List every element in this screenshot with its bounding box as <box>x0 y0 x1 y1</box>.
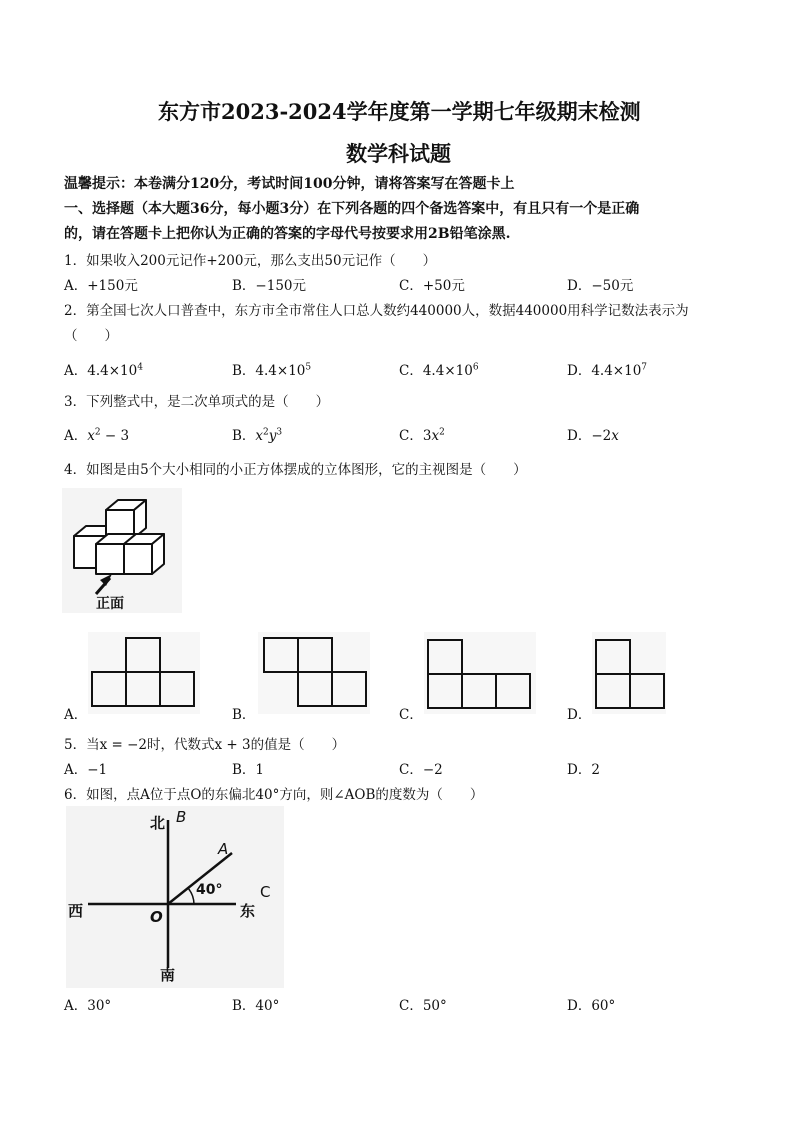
q1-option-a: A．+150元 <box>64 278 138 294</box>
south-label: 南 <box>160 966 176 984</box>
compass-figure <box>66 806 284 988</box>
page-title: 东方市2023-2024学年度第一学期七年级期末检测 <box>158 99 641 124</box>
q1-option-d: D．−50元 <box>567 278 634 294</box>
q3-option-d: D．−2x <box>567 428 619 444</box>
q6-option-a: A．30° <box>64 998 112 1014</box>
page-subtitle: 数学科试题 <box>346 141 451 166</box>
question-4-stem: 4．如图是由5个大小相同的小正方体摆成的立体图形，它的主视图是（ ） <box>64 462 527 478</box>
q3-option-c: C．$3x^2$ <box>399 427 445 444</box>
q3-option-a: A．$x^2 - 3$ <box>64 427 130 444</box>
view-option-b <box>258 632 370 714</box>
q3-option-b: B．$x^2y^3$ <box>232 427 283 444</box>
q6-option-c: C．50° <box>399 998 447 1014</box>
q4-option-b: B． <box>232 707 256 723</box>
section-instruction-line2: 的，请在答题卡上把你认为正确的答案的字母代号按要求用2B铅笔涂黑. <box>64 226 511 242</box>
point-c-label: C <box>260 883 271 901</box>
east-label: 东 <box>240 902 256 920</box>
q5-option-a: A．−1 <box>64 762 108 778</box>
q6-option-b: B．40° <box>232 998 280 1014</box>
origin-label: O <box>150 908 163 926</box>
q4-option-d: D． <box>567 707 592 723</box>
q4-option-a: A． <box>64 707 88 723</box>
question-3-stem: 3．下列整式中，是二次单项式的是（ ） <box>64 394 330 410</box>
q1-option-b: B．−150元 <box>232 278 306 294</box>
question-1-stem: 1．如果收入200元记作+200元，那么支出50元记作（ ） <box>64 253 437 269</box>
q2-option-c: C．$4.4\times 10^6$ <box>399 362 479 379</box>
view-option-c <box>424 632 536 714</box>
question-6-stem: 6．如图，点A位于点O的东偏北40°方向，则∠AOB的度数为（ ） <box>64 787 484 803</box>
q2-option-b: B．$4.4\times 10^5$ <box>232 362 312 379</box>
cube-figure <box>62 488 182 613</box>
point-a-label: A <box>218 840 229 858</box>
section-instruction-line1: 一、选择题（本大题36分，每小题3分）在下列各题的四个备选答案中，有且只有一个是正确 <box>64 201 640 217</box>
view-option-a <box>88 632 200 714</box>
q5-option-b: B．1 <box>232 762 265 778</box>
q2-option-a: A．$4.4\times 10^4$ <box>64 362 143 379</box>
q5-option-d: D．2 <box>567 762 600 778</box>
view-option-d <box>592 632 666 714</box>
q5-option-c: C．−2 <box>399 762 443 778</box>
q6-option-d: D．60° <box>567 998 616 1014</box>
front-label: 正面 <box>96 596 124 612</box>
question-2-stem: 2．第全国七次人口普查中，东方市全市常住人口总人数约440000人，数据440000用科学记数法表示为 <box>64 303 689 319</box>
north-label: 北 <box>150 814 166 832</box>
q1-option-c: C．+50元 <box>399 278 465 294</box>
west-label: 西 <box>68 902 84 920</box>
point-b-label: B <box>176 808 187 826</box>
question-5-stem: 5．当x = −2时，代数式x + 3的值是（ ） <box>64 737 346 753</box>
q4-option-c: C． <box>399 707 423 723</box>
notice: 温馨提示：本卷满分120分，考试时间100分钟，请将答案写在答题卡上 <box>64 176 515 192</box>
q2-option-d: D．$4.4\times 10^7$ <box>567 362 648 379</box>
angle-label: 40° <box>196 882 223 898</box>
question-2-stem-cont: （ ） <box>64 328 118 344</box>
